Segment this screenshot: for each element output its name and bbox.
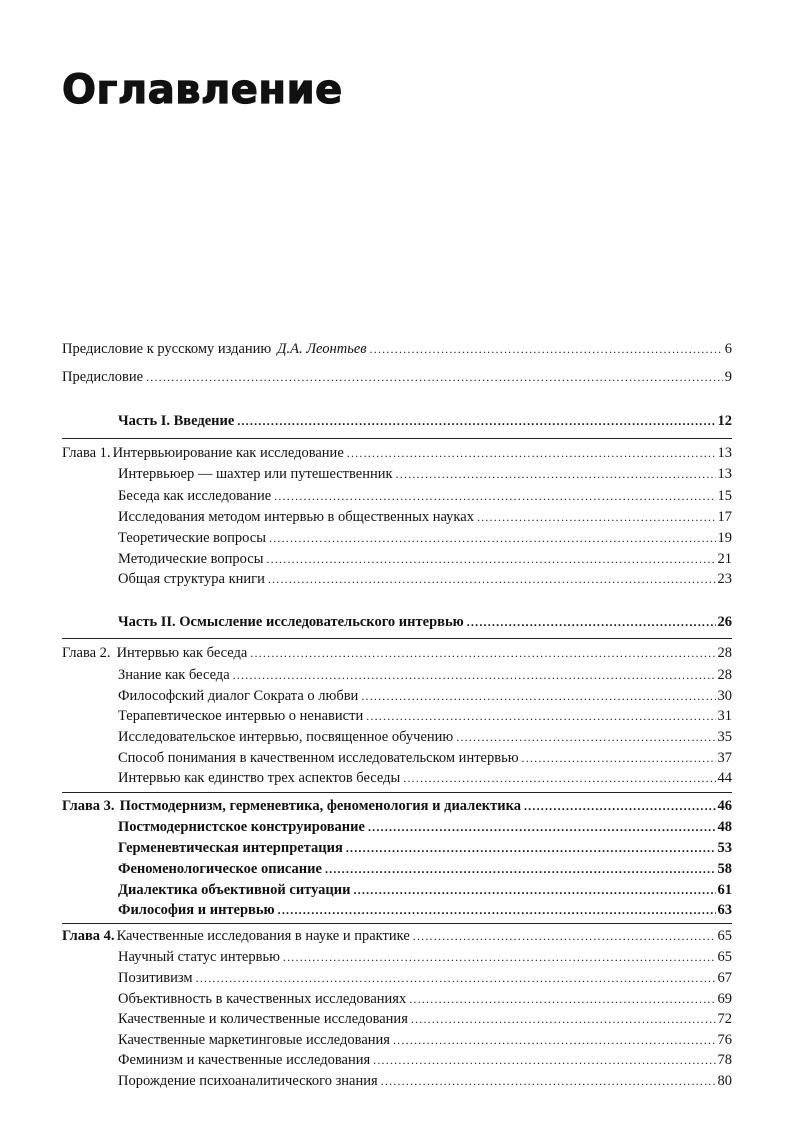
toc-entry-label: Научный статус интервью xyxy=(118,949,280,965)
toc-section[interactable] xyxy=(118,1072,732,1090)
toc-entry-page: 23 xyxy=(717,571,732,587)
dot-leader xyxy=(522,749,716,767)
toc-section[interactable] xyxy=(118,508,732,526)
toc-entry-label: Философский диалог Сократа о любви xyxy=(118,688,359,704)
toc-section[interactable] xyxy=(118,550,732,568)
dot-leader xyxy=(237,412,715,430)
toc-entry-preface[interactable] xyxy=(62,368,732,386)
toc-entry-page: 69 xyxy=(717,991,732,1007)
toc-chapter-prefix: Глава 3. xyxy=(62,798,115,814)
toc-entry-page: 46 xyxy=(717,798,732,814)
toc-entry-page: 78 xyxy=(717,1052,732,1068)
toc-entry-label: Объективность в качественных исследованиях xyxy=(118,991,407,1007)
dot-leader xyxy=(411,1010,716,1028)
toc-part-label: Часть I. Введение xyxy=(118,413,235,429)
dot-leader xyxy=(381,1072,716,1090)
toc-chapter-prefix: Глава 4. xyxy=(62,928,115,944)
dot-leader xyxy=(325,860,716,878)
dot-leader xyxy=(366,707,715,725)
dot-leader xyxy=(373,1051,715,1069)
toc-entry-page: 35 xyxy=(717,729,732,745)
toc-section[interactable] xyxy=(118,465,732,483)
toc-entry-label: Интервьюер — шахтер или путешественник xyxy=(118,466,393,482)
dot-leader xyxy=(347,444,716,462)
dot-leader xyxy=(368,818,716,836)
dot-leader xyxy=(274,487,715,505)
toc-section[interactable] xyxy=(118,969,732,987)
toc-entry-page: 37 xyxy=(717,750,732,766)
toc-entry-page: 53 xyxy=(717,840,732,856)
toc-section[interactable] xyxy=(118,487,732,505)
toc-entry-label: Постмодернистское конструирование xyxy=(118,819,365,835)
toc-entry-label: Качественные исследования в науке и практике xyxy=(116,928,410,944)
toc-entry-label: Интервьюирование как исследование xyxy=(112,445,344,461)
toc-entry-page: 13 xyxy=(717,466,732,482)
toc-entry-page: 72 xyxy=(717,1011,732,1027)
toc-entry-page: 12 xyxy=(717,413,732,429)
toc-entry-label: Предисловие xyxy=(62,369,144,385)
toc-entry-page: 80 xyxy=(717,1073,732,1089)
toc-entry-label: Феминизм и качественные исследования xyxy=(118,1052,371,1068)
toc-part-label: Часть II. Осмысление исследовательского интервью xyxy=(118,614,464,630)
toc-entry-page: 28 xyxy=(717,645,732,661)
toc-entry-label: Позитивизм xyxy=(118,970,193,986)
toc-entry-label: Исследования методом интервью в общественных науках xyxy=(118,509,474,525)
toc-entry-label: Феноменологическое описание xyxy=(118,861,322,877)
toc-chapter-3[interactable] xyxy=(62,797,732,815)
dot-leader xyxy=(524,797,716,815)
dot-leader xyxy=(403,769,715,787)
dot-leader xyxy=(196,969,716,987)
toc-entry-page: 30 xyxy=(717,688,732,704)
toc-entry-page: 28 xyxy=(717,667,732,683)
toc-entry-label: Знание как беседа xyxy=(118,667,230,683)
toc-section[interactable] xyxy=(118,570,732,588)
toc-entry-page: 44 xyxy=(717,770,732,786)
toc-entry-page: 15 xyxy=(717,488,732,504)
toc-entry-label: Исследовательское интервью, посвященное обучению xyxy=(118,729,454,745)
toc-entry-page: 21 xyxy=(717,551,732,567)
toc-section[interactable] xyxy=(118,1031,732,1049)
toc-entry-page: 76 xyxy=(717,1032,732,1048)
toc-entry-label: Философия и интервью xyxy=(118,902,275,918)
toc-part-1[interactable] xyxy=(118,412,732,430)
toc-entry-author: Д.А. Леонтьев xyxy=(277,341,367,357)
toc-chapter-2[interactable] xyxy=(62,644,732,662)
dot-leader xyxy=(278,901,716,919)
toc-entry-label: Терапевтическое интервью о ненависти xyxy=(118,708,364,724)
toc-section[interactable] xyxy=(118,860,732,878)
toc-section[interactable] xyxy=(118,948,732,966)
toc-entry-page: 6 xyxy=(724,341,732,357)
toc-entry-label: Порождение психоаналитического знания xyxy=(118,1073,378,1089)
toc-section[interactable] xyxy=(118,881,732,899)
toc-entry-label: Способ понимания в качественном исследовательском интервью xyxy=(118,750,519,766)
dot-leader xyxy=(467,613,716,631)
toc-entry-label: Интервью как единство трех аспектов беседы xyxy=(118,770,401,786)
dot-leader xyxy=(266,550,715,568)
dot-leader xyxy=(456,728,715,746)
toc-entry-label: Качественные и количественные исследования xyxy=(118,1011,408,1027)
toc-entry-page: 65 xyxy=(717,949,732,965)
toc-section[interactable] xyxy=(118,666,732,684)
toc-entry-page: 63 xyxy=(717,902,732,918)
toc-entry-page: 48 xyxy=(717,819,732,835)
toc-entry-label: Интервью как беседа xyxy=(116,645,248,661)
toc-entry-page: 17 xyxy=(717,509,732,525)
toc-entry-label: Предисловие к русскому изданию xyxy=(62,341,272,357)
divider xyxy=(62,923,732,924)
toc-entry-page: 19 xyxy=(717,530,732,546)
toc-section[interactable] xyxy=(118,990,732,1008)
toc-entry-label: Методические вопросы xyxy=(118,551,264,567)
toc-chapter-prefix: Глава 2. xyxy=(62,645,111,661)
toc-entry-page: 9 xyxy=(724,369,732,385)
toc-section[interactable] xyxy=(118,728,732,746)
toc-entry-label: Диалектика объективной ситуации xyxy=(118,882,351,898)
dot-leader xyxy=(393,1031,716,1049)
toc-chapter-1[interactable] xyxy=(62,444,732,462)
toc-entry-label: Герменевтическая интерпретация xyxy=(118,840,343,856)
toc-entry-page: 65 xyxy=(717,928,732,944)
dot-leader xyxy=(354,881,716,899)
dot-leader xyxy=(477,508,716,526)
toc-part-2[interactable] xyxy=(118,613,732,631)
toc-section[interactable] xyxy=(118,687,732,705)
toc-entry-page: 26 xyxy=(717,614,732,630)
toc-entry-label: Общая структура книги xyxy=(118,571,265,587)
toc-entry-label: Качественные маркетинговые исследования xyxy=(118,1032,390,1048)
toc-entry-page: 31 xyxy=(717,708,732,724)
toc-entry-label: Теоретические вопросы xyxy=(118,530,266,546)
toc-section[interactable] xyxy=(118,901,732,919)
toc-section[interactable] xyxy=(118,1051,732,1069)
dot-leader xyxy=(413,927,716,945)
toc-entry-page: 61 xyxy=(717,882,732,898)
dot-leader xyxy=(283,948,716,966)
toc-entry-page: 58 xyxy=(717,861,732,877)
dot-leader xyxy=(269,529,716,547)
toc-section[interactable] xyxy=(118,529,732,547)
divider xyxy=(62,638,732,639)
divider xyxy=(62,438,732,439)
dot-leader xyxy=(409,990,715,1008)
toc-chapter-4[interactable] xyxy=(62,927,732,945)
toc-section[interactable] xyxy=(118,707,732,725)
toc-chapter-prefix: Глава 1. xyxy=(62,445,111,461)
dot-leader xyxy=(268,570,716,588)
toc-entry-label: Постмодернизм, герменевтика, феноменология и диалектика xyxy=(119,798,521,814)
toc-section[interactable] xyxy=(118,818,732,836)
toc-entry-preface-russian[interactable] xyxy=(62,340,732,358)
toc-entry-page: 13 xyxy=(717,445,732,461)
dot-leader xyxy=(146,368,723,386)
toc-section[interactable] xyxy=(118,1010,732,1028)
dot-leader xyxy=(396,465,716,483)
toc-entry-label: Беседа как исследование xyxy=(118,488,272,504)
toc-section[interactable] xyxy=(118,839,732,857)
divider xyxy=(62,792,732,793)
dot-leader xyxy=(233,666,716,684)
dot-leader xyxy=(346,839,716,857)
page-title: Оглавление xyxy=(62,67,343,113)
toc-entry-page: 67 xyxy=(717,970,732,986)
toc-section[interactable] xyxy=(118,769,732,787)
dot-leader xyxy=(370,340,723,358)
dot-leader xyxy=(361,687,715,705)
toc-section[interactable] xyxy=(118,749,732,767)
dot-leader xyxy=(250,644,715,662)
